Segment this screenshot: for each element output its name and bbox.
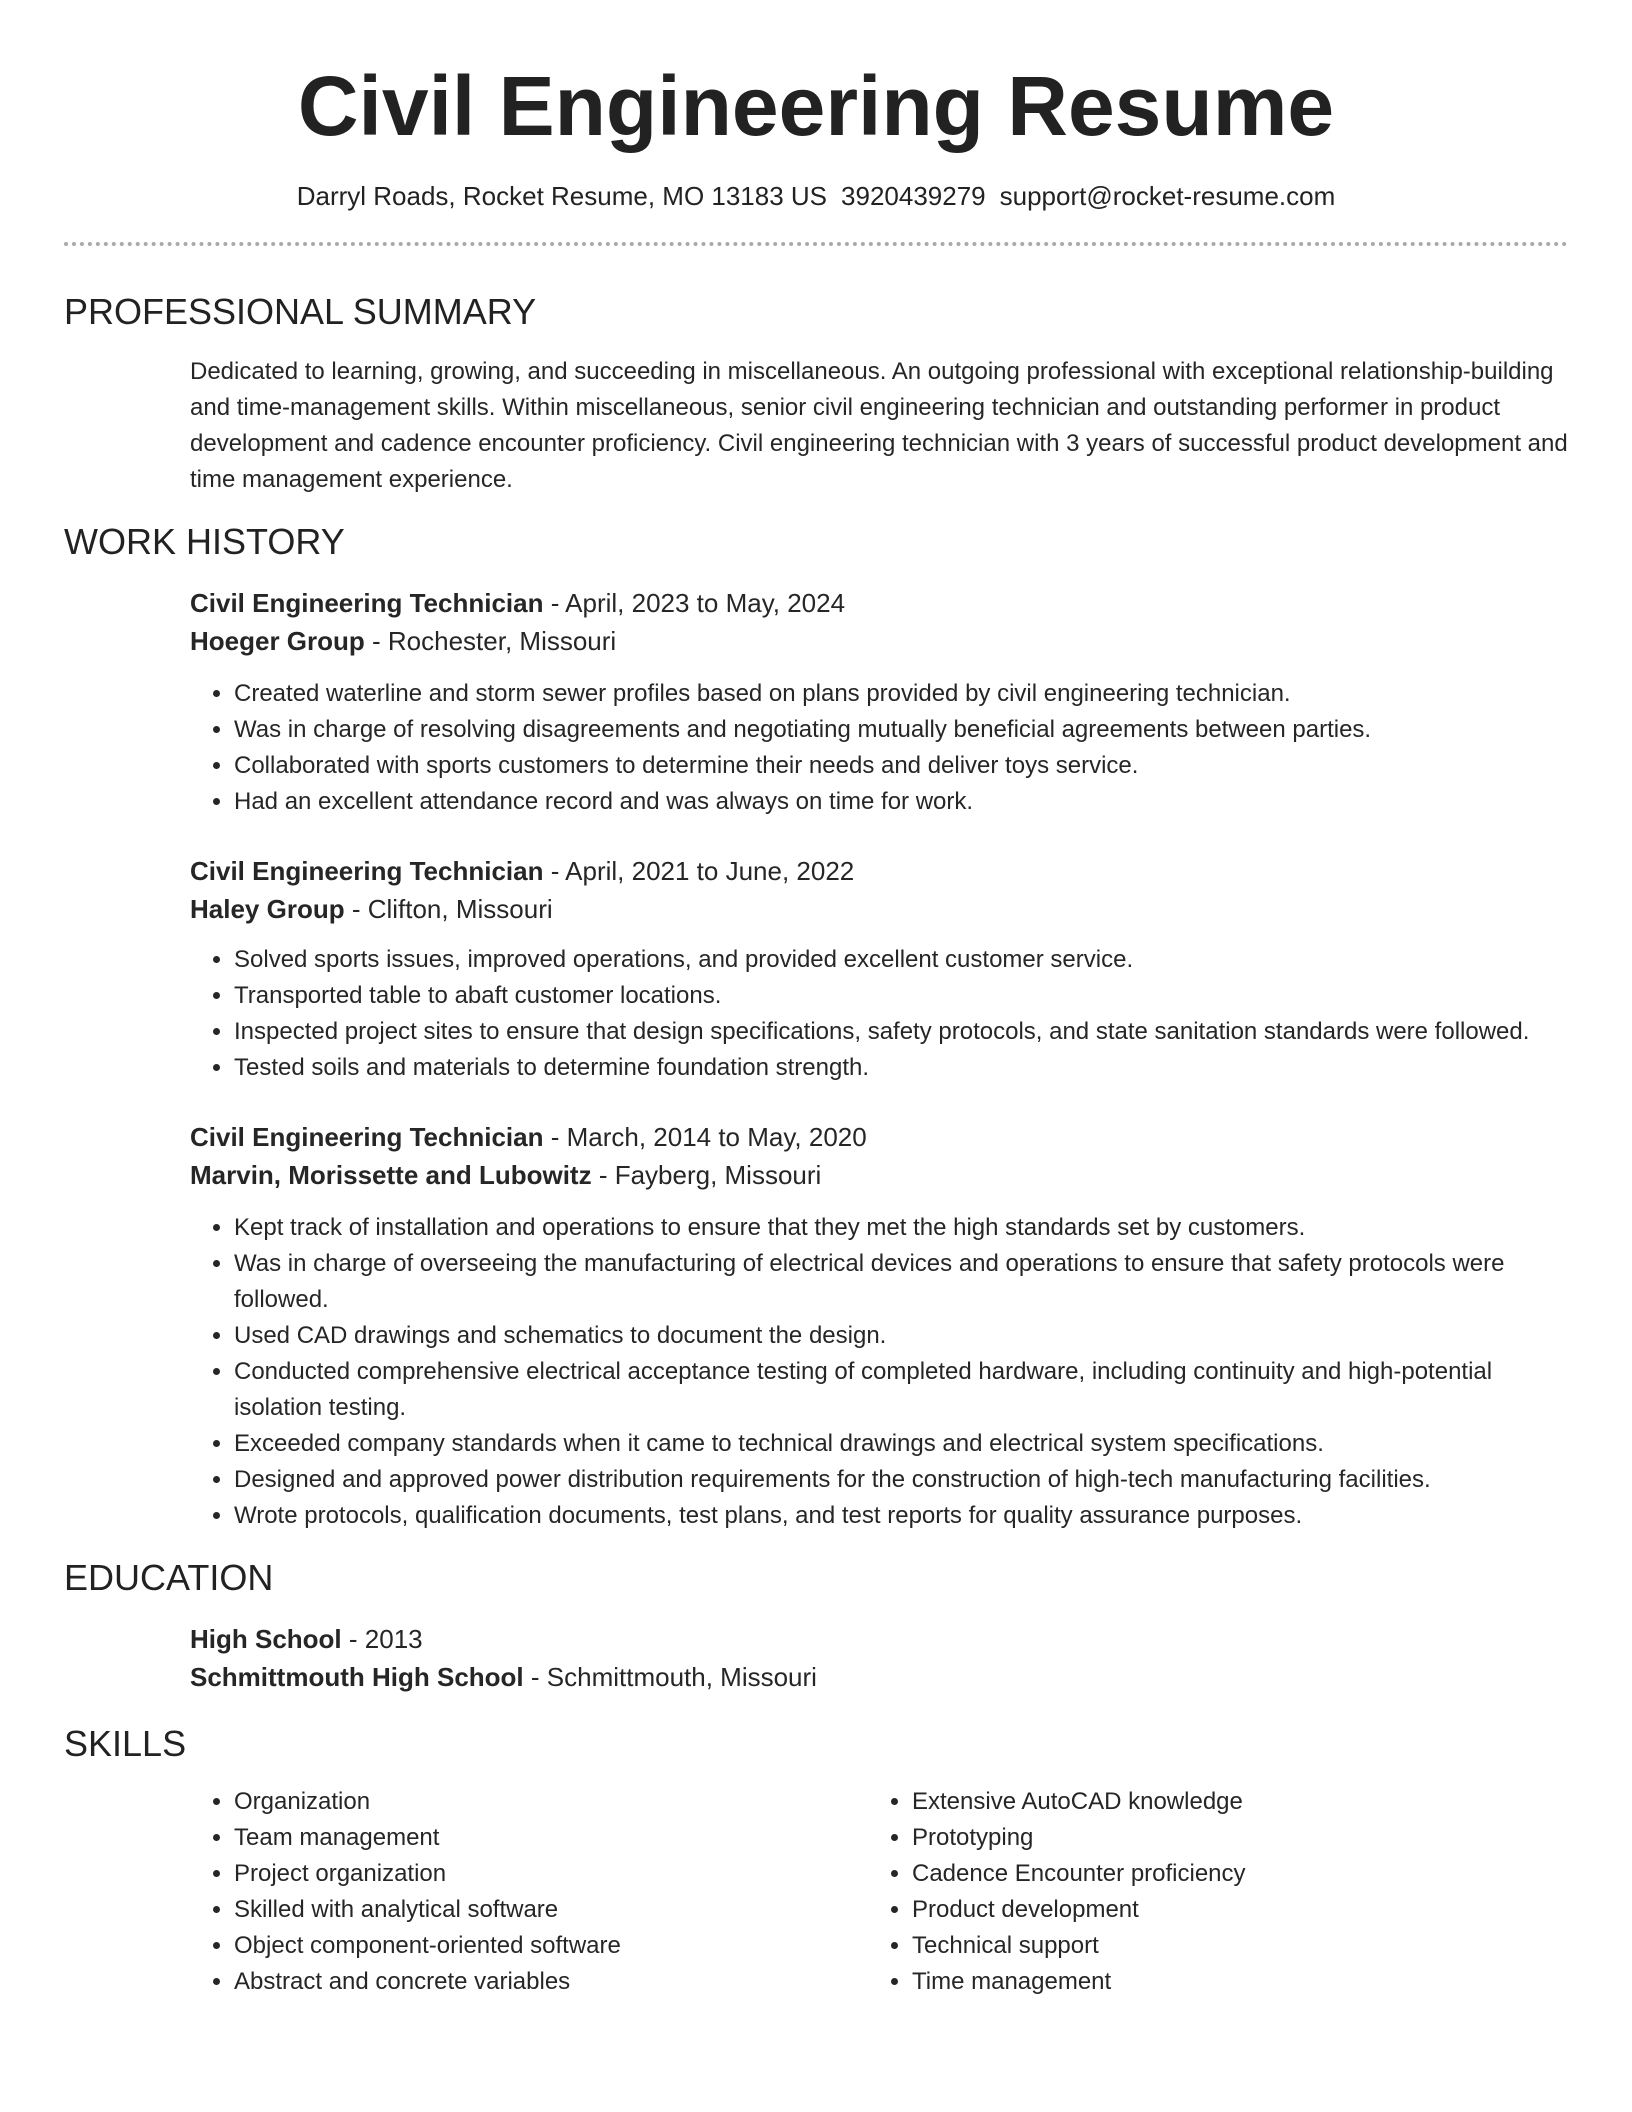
list-item: • Kept track of installation and operations to ensure that they met the high standards set by customers. bbox=[234, 1210, 1568, 1246]
job-company-line bbox=[190, 1156, 1568, 1194]
contact-email: support@rocket-resume.com bbox=[999, 181, 1336, 211]
job-company-line bbox=[190, 622, 1568, 660]
job-bullets bbox=[190, 1210, 1568, 1534]
list-item: • Cadence Encounter proficiency bbox=[912, 1856, 1546, 1892]
skills-list-right bbox=[868, 1784, 1546, 2000]
header-divider bbox=[64, 242, 1568, 246]
list-item: • Prototyping bbox=[912, 1820, 1546, 1856]
job-entry bbox=[190, 852, 1568, 1086]
job-entry bbox=[190, 1118, 1568, 1534]
education-school-line bbox=[190, 1658, 1568, 1696]
list-item: • Time management bbox=[912, 1964, 1546, 2000]
list-item: • Collaborated with sports customers to determine their needs and deliver toys service. bbox=[234, 748, 1568, 784]
list-item: • Product development bbox=[912, 1892, 1546, 1928]
list-item: • Used CAD drawings and schematics to document the design. bbox=[234, 1318, 1568, 1354]
job-dates: - April, 2023 to May, 2024 bbox=[543, 588, 846, 618]
list-item: • Technical support bbox=[912, 1928, 1546, 1964]
work-history-heading: WORK HISTORY bbox=[64, 521, 345, 562]
list-item: • Had an excellent attendance record and was always on time for work. bbox=[234, 784, 1568, 820]
skills-column-left bbox=[190, 1784, 868, 2000]
education-degree: High School bbox=[190, 1624, 342, 1654]
list-item: • Solved sports issues, improved operations, and provided excellent customer service. bbox=[234, 942, 1568, 978]
job-title: Civil Engineering Technician bbox=[190, 588, 544, 618]
job-bullets bbox=[190, 942, 1568, 1086]
list-item: • Skilled with analytical software bbox=[234, 1892, 868, 1928]
job-location: - Fayberg, Missouri bbox=[591, 1160, 822, 1190]
contact-line bbox=[64, 178, 1568, 214]
job-title: Civil Engineering Technician bbox=[190, 856, 544, 886]
contact-phone: 3920439279 bbox=[841, 181, 986, 211]
job-title-line bbox=[190, 852, 1568, 890]
job-dates: - March, 2014 to May, 2020 bbox=[543, 1122, 867, 1152]
job-company: Hoeger Group bbox=[190, 626, 365, 656]
resume-title: Civil Engineering Resume bbox=[297, 59, 1335, 153]
list-item: • Extensive AutoCAD knowledge bbox=[912, 1784, 1546, 1820]
job-title: Civil Engineering Technician bbox=[190, 1122, 544, 1152]
list-item: • Transported table to abaft customer locations. bbox=[234, 978, 1568, 1014]
job-location: - Rochester, Missouri bbox=[364, 626, 617, 656]
list-item: • Organization bbox=[234, 1784, 868, 1820]
summary-section bbox=[190, 354, 1568, 498]
education-school: Schmittmouth High School bbox=[190, 1662, 524, 1692]
work-history-section bbox=[190, 584, 1568, 1534]
summary-text: Dedicated to learning, growing, and succeeding in miscellaneous. An outgoing professional with exceptional relationship-building and time-management skills. Within miscellaneous, senior civil engineering technician and outstanding performer in product development and cadence encounter proficiency. Civil engineering technician with 3 years of successful product development and time management experience. bbox=[190, 358, 1568, 493]
list-item: • Created waterline and storm sewer profiles based on plans provided by civil engineering technician. bbox=[234, 676, 1568, 712]
job-title-line bbox=[190, 584, 1568, 622]
job-title-line bbox=[190, 1118, 1568, 1156]
job-company: Marvin, Morissette and Lubowitz bbox=[190, 1160, 592, 1190]
list-item: • Project organization bbox=[234, 1856, 868, 1892]
skills-section bbox=[190, 1784, 1568, 2000]
job-company: Haley Group bbox=[190, 894, 345, 924]
education-section bbox=[190, 1620, 1568, 1696]
education-degree-line bbox=[190, 1620, 1568, 1658]
education-heading: EDUCATION bbox=[64, 1557, 274, 1598]
job-entry bbox=[190, 584, 1568, 820]
list-item: • Was in charge of resolving disagreements and negotiating mutually beneficial agreements between parties. bbox=[234, 712, 1568, 748]
list-item: • Tested soils and materials to determine foundation strength. bbox=[234, 1050, 1568, 1086]
skills-heading: SKILLS bbox=[64, 1723, 187, 1764]
list-item: • Object component-oriented software bbox=[234, 1928, 868, 1964]
list-item: • Was in charge of overseeing the manufacturing of electrical devices and operations to ensure that safety protocols were followed. bbox=[234, 1246, 1568, 1318]
job-bullets bbox=[190, 676, 1568, 820]
job-company-line bbox=[190, 890, 1568, 928]
list-item: • Designed and approved power distribution requirements for the construction of high-tech manufacturing facilities. bbox=[234, 1462, 1568, 1498]
job-dates: - April, 2021 to June, 2022 bbox=[543, 856, 855, 886]
contact-address: Darryl Roads, Rocket Resume, MO 13183 US bbox=[296, 181, 828, 211]
list-item: • Exceeded company standards when it came to technical drawings and electrical system specifications. bbox=[234, 1426, 1568, 1462]
education-year: - 2013 bbox=[341, 1624, 423, 1654]
education-location: - Schmittmouth, Missouri bbox=[523, 1662, 817, 1692]
skills-list-left bbox=[190, 1784, 868, 2000]
skills-column-right bbox=[868, 1784, 1546, 2000]
list-item: • Wrote protocols, qualification documents, test plans, and test reports for quality assurance purposes. bbox=[234, 1498, 1568, 1534]
resume-page bbox=[64, 0, 1568, 2000]
skills-grid bbox=[190, 1784, 1568, 2000]
job-location: - Clifton, Missouri bbox=[344, 894, 553, 924]
list-item: • Abstract and concrete variables bbox=[234, 1964, 868, 2000]
list-item: • Team management bbox=[234, 1820, 868, 1856]
list-item: • Inspected project sites to ensure that design specifications, safety protocols, and state sanitation standards were followed. bbox=[234, 1014, 1568, 1050]
summary-heading: PROFESSIONAL SUMMARY bbox=[64, 291, 537, 332]
list-item: • Conducted comprehensive electrical acceptance testing of completed hardware, including continuity and high-potential isolation testing. bbox=[234, 1354, 1568, 1426]
